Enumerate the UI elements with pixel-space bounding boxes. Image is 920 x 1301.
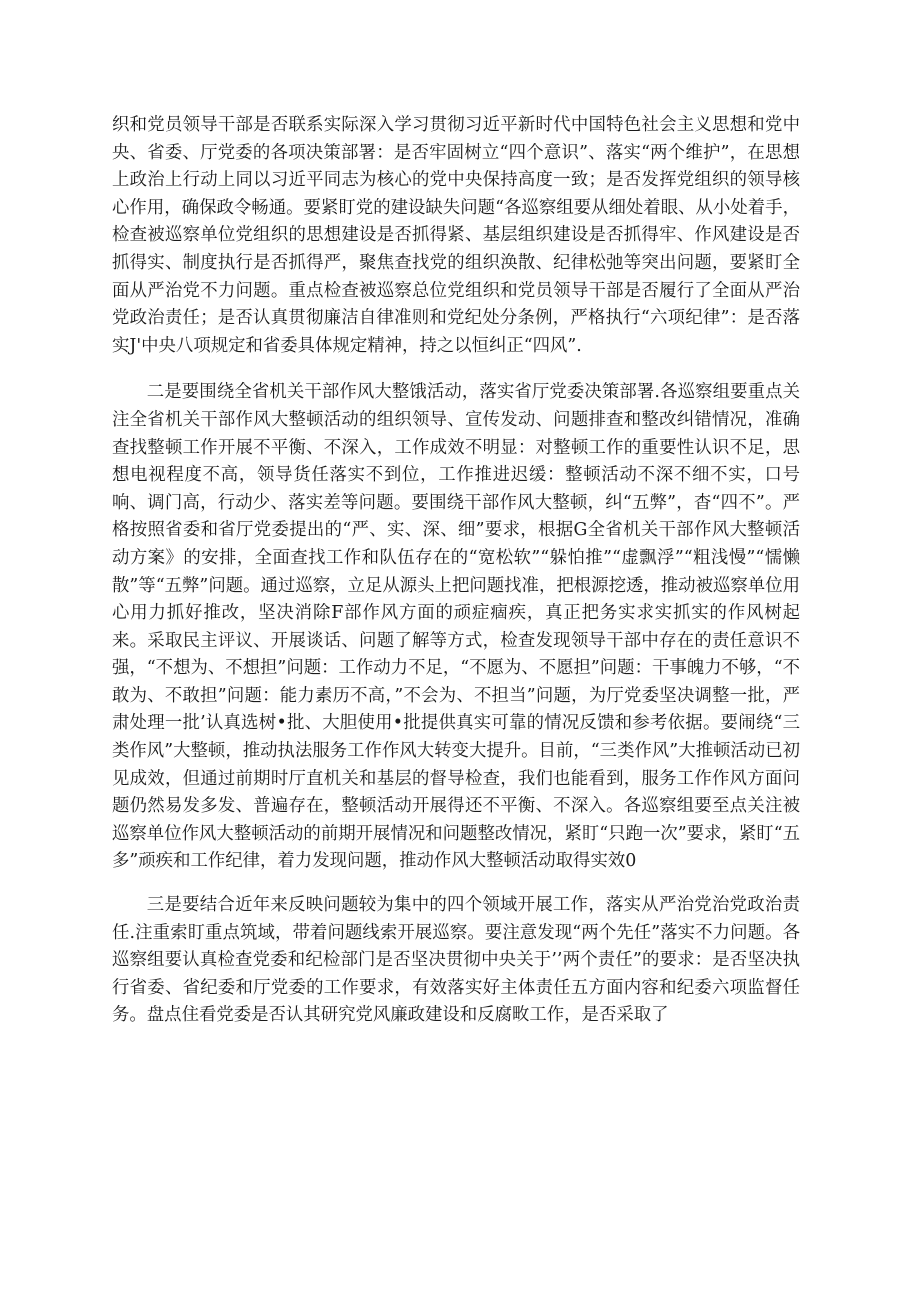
document-page [112, 112, 800, 1030]
paragraph-2: 二是要围绕全省机关干部作风大整饿活动，落实省厅党委决策部署.各巡察组要重点关注全省机关干部作风大整顿活动的组织领导、宣传发动、问题排查和整改纠错情况，准确查找整顿工作开展不平衡、不深入，工作成效不明显：对整顿工作的重要性认识不足，思想电视程度不高，领导货任落实不到位，工作推进迟缓：整顿活动不深不细不实，口号响、调门高，行动少、落实差等问题。要围绕干部作风大整顿，纠“五弊”，杳“四不”。严格按照省委和省厅党委提出的“严、实、深、细”要求，根据G全省机关干部作风大整顿活动方案》的安排，全面查找工作和队伍存在的“宽松软”“躲怕推”“虚飘浮”“粗浅慢”“懦懒散”等“五弊”问题。通过巡察，立足从源头上把问题找准，把根源挖透，推动被巡察单位用心用力抓好推改，坚决消除F部作风方面的顽症痼疾，真正把务实求实抓实的作风树起来。采取民主评议、开展谈话、问题了解等方式，检查发现领导干部中存在的责任意识不强，“不想为、不想担”问题：工作动力不足，“不愿为、不愿担”问题：干事魄力不够，“不敢为、不敢担”问题：能力素历不高，”不会为、不担当”问题，为厅党委坚决调整一批，严肃处理一批’认真选树•批、大胆使用•批提供真实可靠的情况反馈和参考依据。要闹绕“三类作风”大整顿，推动执法服务工作作风大转变大提升。目前，“三类作风”大推顿活动已初见成效，但通过前期时厅直机关和基层的督导检查，我们也能看到，服务工作作风方面问题仍然易发多发、普遍存在，整顿活动开展得还不平衡、不深入。各巡察组要至点关注被巡察单位作风大整顿活动的前期开展情况和问题整改情况，紧盯“只跑一次”要求，紧盯“五多”顽疾和工作纪律，着力发现问题，推动作风大整顿活动取得实效0 [112, 382, 800, 872]
paragraph-1: 织和党员领导干部是否联系实际深入学习贯彻习近平新时代中国特色社会主义思想和党中央、省委、厅党委的各项决策部署：是否牢固树立“四个意识”、落实“两个维护”，在思想上政治上行动上同以习近平同志为核心的党中央保持高度一致；是否发挥党组织的领导核心作用，确保政令畅通。要紧盯党的建设缺失问题“各巡察组要从细处着眼、从小处着手，检查被巡察单位党组织的思想建设是否抓得紧、基层组织建设是否抓得牢、作风建设是否抓得实、制度执行是否抓得严，聚焦查找党的组织涣散、纪律松弛等突出问题，要紧盯全面从严治党不力问题。重点检查被巡察总位党组织和党员领导干部是否履行了全面从严治党政治责任；是否认真贯彻廉洁自律准则和党纪处分条例，严格执行“六项纪律”：是否落实J'中央八项规定和省委具体规定精神，持之以恒纠正“四风”. [112, 115, 800, 356]
paragraph-3: 三是要结合近年来反映问题较为集中的四个领域开展工作，落实从严治党治党政治责任.注重索盯重点筑域，带着问题线索开展巡察。要注意发现“两个先任”落实不力问题。各巡察组要认真检查党委和纪检部门是否坚决贯彻中央关于’’两个责任”的要求：是否坚决执行省委、省纪委和厅党委的工作要求，有效落实好主体责任五方面内容和纪委六项监督任务。盘点住看党委是否认其研究党风廉政建设和反腐畋工作，是否采取了 [112, 895, 800, 1026]
